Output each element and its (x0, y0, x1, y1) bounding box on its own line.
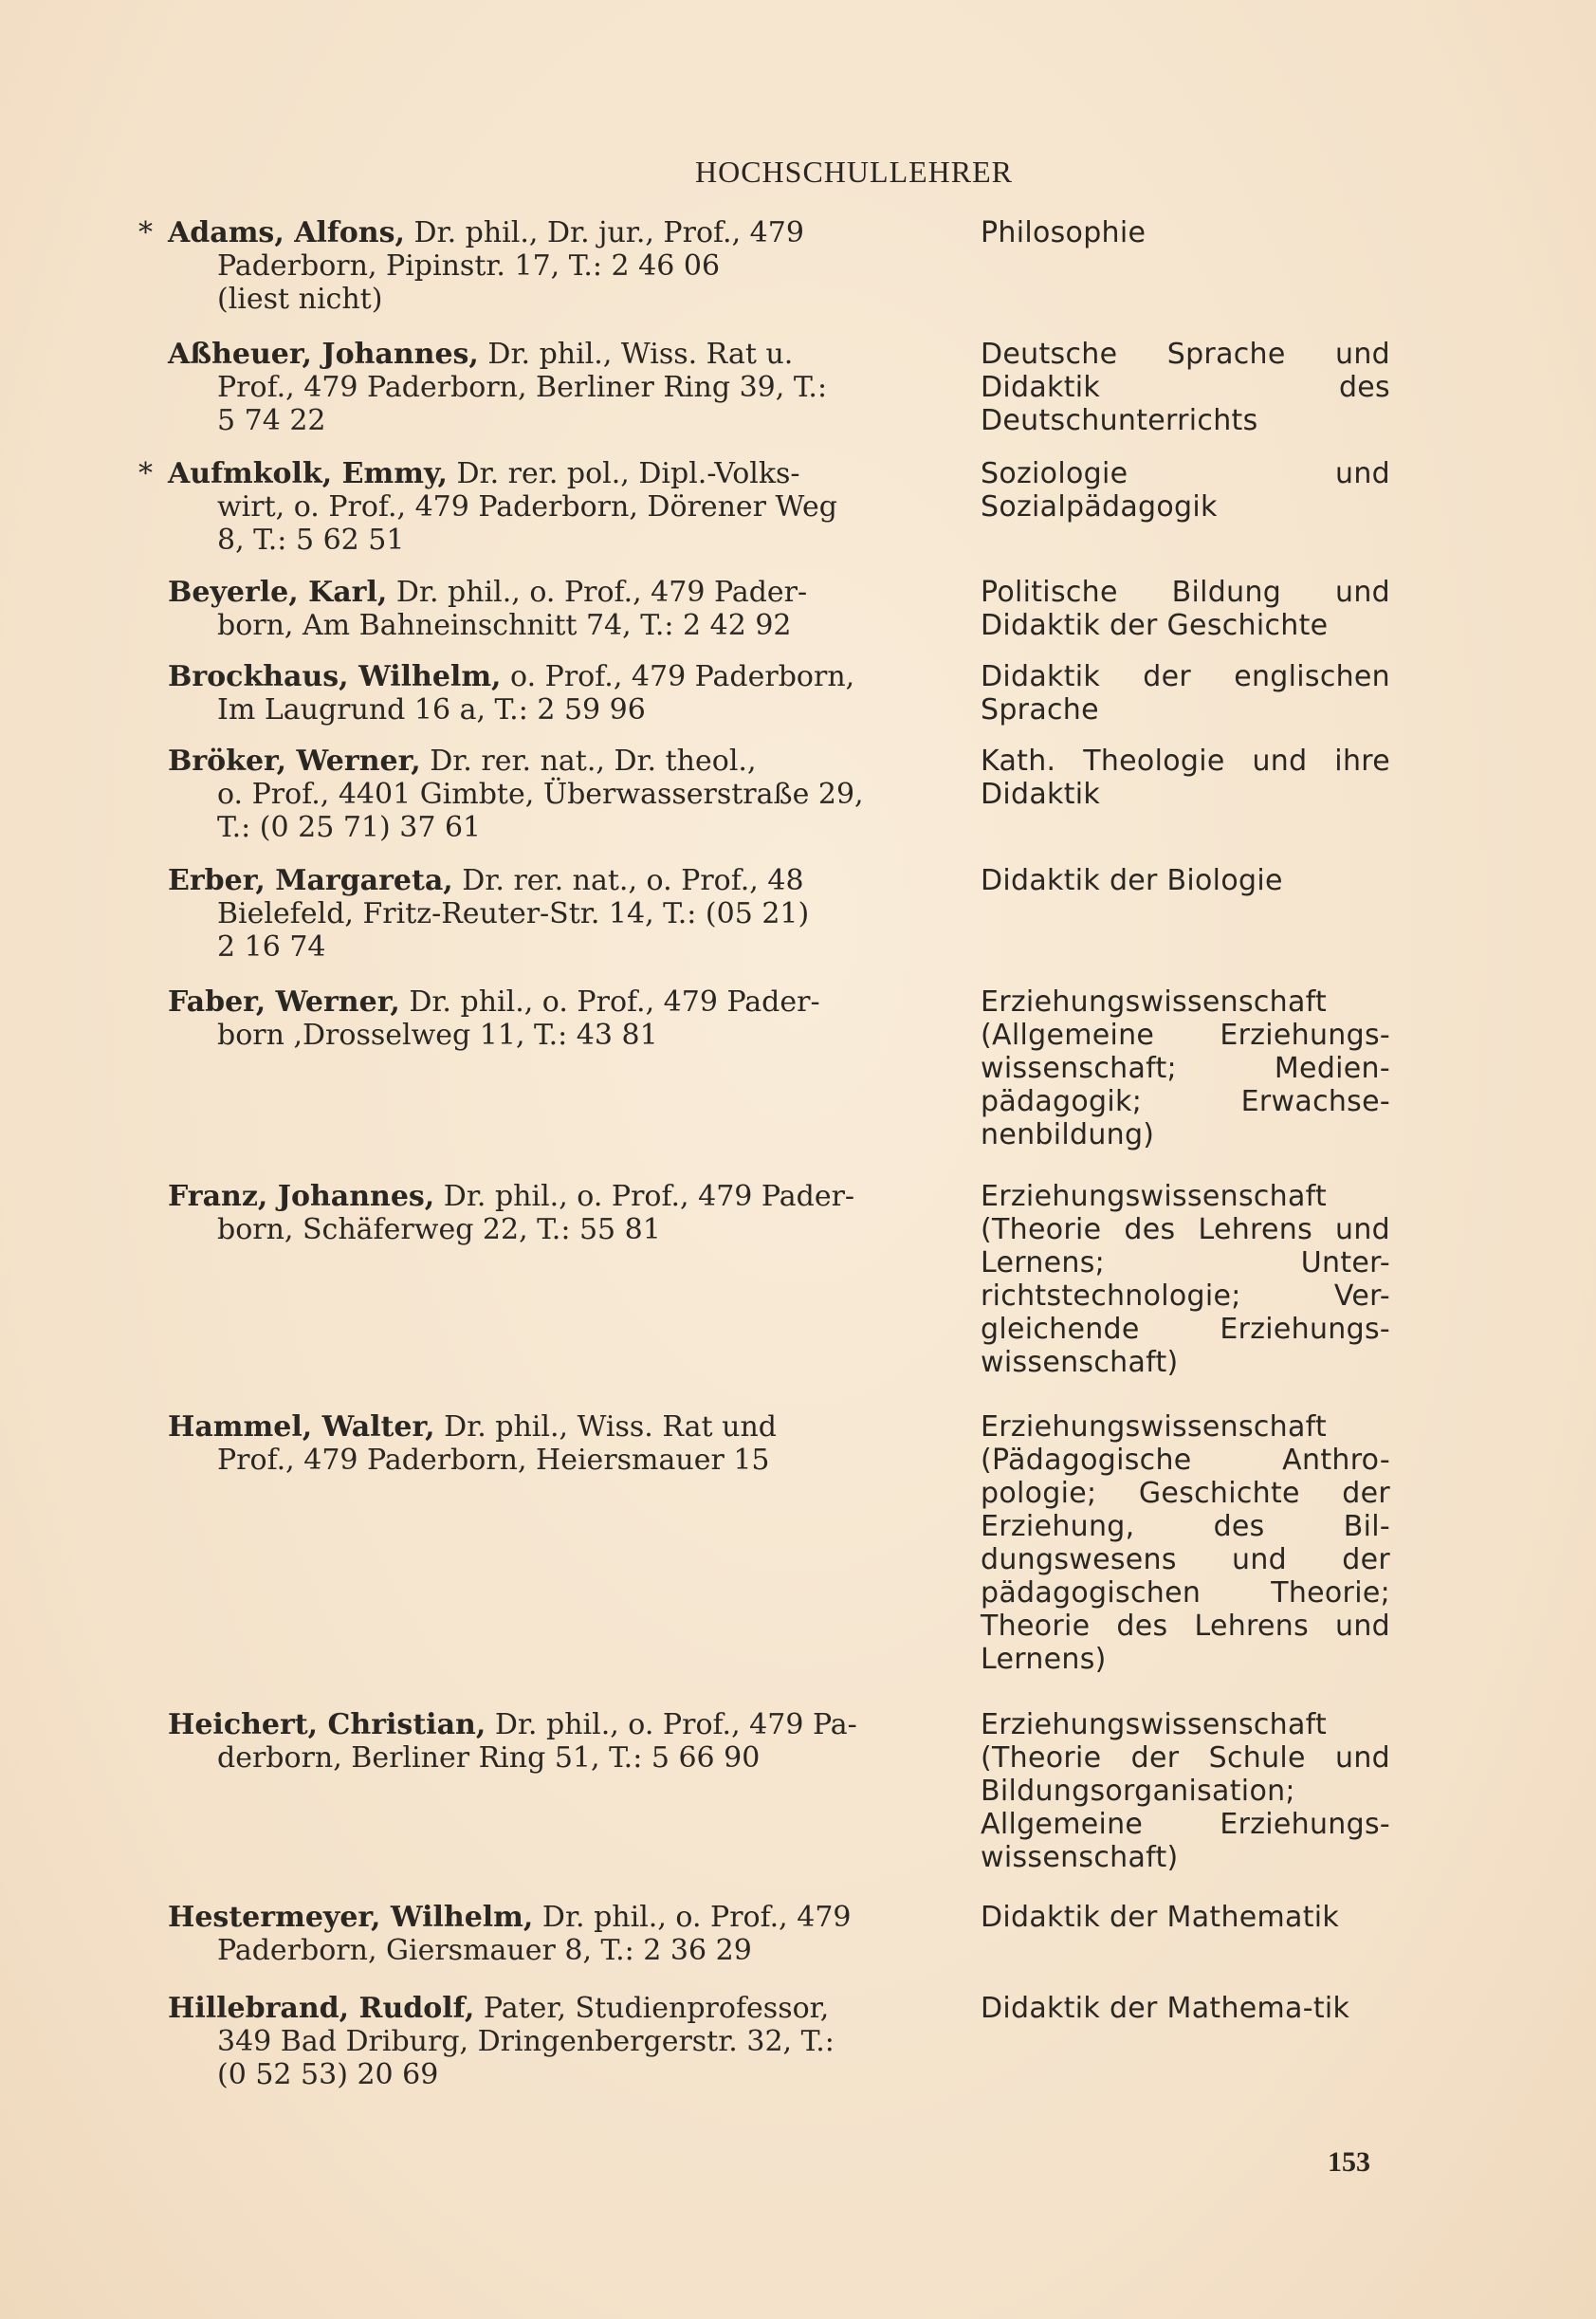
subject-area: Erziehungswissenschaft (Pädagogische Anthro-pologie; Geschichte der Erziehung, des Bil-dungswesens und der pädagogischen Theorie; Theorie des Lehrens und Lernens) (981, 1410, 1390, 1676)
entry-address-line: (0 52 53) 20 69 (217, 2058, 439, 2091)
entry-first-line (168, 985, 934, 1019)
entry-address-line: Bielefeld, Fritz-Reuter-Str. 14, T.: (05 21) (217, 897, 810, 930)
entry-address-line: derborn, Berliner Ring 51, T.: 5 66 90 (217, 1741, 761, 1775)
entry-address-line: born ,Drosselweg 11, T.: 43 81 (217, 1019, 658, 1052)
entry-address-line: Paderborn, Giersmauer 8, T.: 2 36 29 (217, 1934, 752, 1967)
entry-first-line (168, 1708, 934, 1741)
entry-first-line (168, 660, 934, 693)
entry-first-line (168, 457, 934, 490)
person-name: Faber, Werner, (168, 985, 400, 1019)
entry-title-text: Dr. phil., o. Prof., 479 Pa- (486, 1708, 857, 1741)
entry-first-line (168, 1410, 934, 1444)
subject-area: Deutsche Sprache und Didaktik des Deutschunterrichts (981, 338, 1390, 437)
entry-address-line: 5 74 22 (217, 404, 326, 437)
asterisk-marker: * (138, 457, 153, 490)
entry-first-line (168, 216, 934, 249)
entry-address-line: wirt, o. Prof., 479 Paderborn, Dörener Weg (217, 490, 837, 524)
entry-address-line: o. Prof., 4401 Gimbte, Überwasserstraße 29, (217, 778, 864, 811)
asterisk-marker: * (138, 216, 153, 249)
entry-title-text: Dr. phil., o. Prof., 479 (533, 1901, 852, 1934)
subject-area: Didaktik der englischen Sprache (981, 660, 1390, 727)
entry-first-line (168, 1992, 934, 2025)
entry-address (168, 1180, 934, 1246)
entry-address (168, 338, 934, 437)
subject-area: Didaktik der Biologie (981, 864, 1283, 897)
entry-address-line: born, Am Bahneinschnitt 74, T.: 2 42 92 (217, 609, 792, 642)
subject-area: Erziehungswissenschaft (Theorie der Schule und Bildungsorganisation; Allgemeine Erziehungs-wissenschaft) (981, 1708, 1390, 1874)
entry-address-line: Prof., 479 Paderborn, Berliner Ring 39, T.: (217, 371, 828, 404)
entry-address (168, 1901, 934, 1967)
entry-title-text: Dr. rer. nat., o. Prof., 48 (452, 864, 804, 897)
entry-first-line (168, 338, 934, 371)
entry-title-text: Dr. rer. nat., Dr. theol., (420, 745, 757, 778)
person-name: Erber, Margareta, (168, 864, 453, 897)
entry-address (168, 1992, 934, 2091)
subject-area: Philosophie (981, 216, 1147, 249)
entry-title-text: Pater, Studienprofessor, (474, 1992, 830, 2025)
entry-address (168, 1410, 934, 1477)
entry-first-line (168, 1901, 934, 1934)
entry-first-line (168, 1180, 934, 1213)
page-number: 153 (1328, 2146, 1370, 2178)
entry-address-line: Im Laugrund 16 a, T.: 2 59 96 (217, 693, 646, 727)
entry-first-line (168, 576, 934, 609)
entry-address-line: (liest nicht) (217, 283, 383, 316)
person-name: Beyerle, Karl, (168, 576, 388, 609)
subject-area: Erziehungswissenschaft (Allgemeine Erziehungs-wissenschaft; Medien-pädagogik; Erwachse-nenbildung) (981, 985, 1390, 1151)
person-name: Aßheuer, Johannes, (168, 338, 479, 371)
entry-address-line: Paderborn, Pipinstr. 17, T.: 2 46 06 (217, 249, 721, 283)
entry-address (168, 985, 934, 1052)
entry-address (168, 1708, 934, 1775)
person-name: Brockhaus, Wilhelm, (168, 660, 502, 693)
entry-title-text: o. Prof., 479 Paderborn, (501, 660, 855, 693)
person-name: Hammel, Walter, (168, 1410, 435, 1444)
entry-address-line: 8, T.: 5 62 51 (217, 524, 405, 557)
entry-address (168, 216, 934, 316)
person-name: Adams, Alfons, (168, 216, 405, 249)
entry-first-line (168, 864, 934, 897)
entry-title-text: Dr. phil., Dr. jur., Prof., 479 (404, 216, 804, 249)
person-name: Heichert, Christian, (168, 1708, 486, 1741)
subject-area: Politische Bildung und Didaktik der Geschichte (981, 576, 1390, 642)
entry-address-line: Prof., 479 Paderborn, Heiersmauer 15 (217, 1444, 770, 1477)
entry-address-line: T.: (0 25 71) 37 61 (217, 811, 482, 844)
person-name: Hillebrand, Rudolf, (168, 1992, 475, 2025)
entry-address-line: 2 16 74 (217, 930, 326, 964)
entry-title-text: Dr. rer. pol., Dipl.-Volks- (447, 457, 800, 490)
entry-address (168, 660, 934, 727)
person-name: Hestermeyer, Wilhelm, (168, 1901, 534, 1934)
person-name: Aufmkolk, Emmy, (168, 457, 448, 490)
person-name: Bröker, Werner, (168, 745, 421, 778)
entry-title-text: Dr. phil., o. Prof., 479 Pader- (434, 1180, 855, 1213)
entry-title-text: Dr. phil., o. Prof., 479 Pader- (387, 576, 808, 609)
subject-area: Soziologie und Sozialpädagogik (981, 457, 1390, 524)
page-header: HOCHSCHULLEHRER (694, 155, 1013, 189)
entry-address-line: born, Schäferweg 22, T.: 55 81 (217, 1213, 661, 1246)
entry-title-text: Dr. phil., Wiss. Rat u. (478, 338, 794, 371)
entry-address-line: 349 Bad Driburg, Dringenbergerstr. 32, T.: (217, 2025, 835, 2058)
entry-address (168, 576, 934, 642)
entry-address (168, 457, 934, 557)
entry-first-line (168, 745, 934, 778)
subject-area: Didaktik der Mathematik (981, 1901, 1340, 1934)
subject-area: Didaktik der Mathema-tik (981, 1992, 1350, 2025)
subject-area: Kath. Theologie und ihre Didaktik (981, 745, 1390, 811)
entry-address (168, 864, 934, 964)
subject-area: Erziehungswissenschaft (Theorie des Lehrens und Lernens; Unter-richtstechnologie; Ver-gleichende Erziehungs-wissenschaft) (981, 1180, 1390, 1379)
entry-title-text: Dr. phil., Wiss. Rat und (434, 1410, 777, 1444)
entry-title-text: Dr. phil., o. Prof., 479 Pader- (399, 985, 820, 1019)
person-name: Franz, Johannes, (168, 1180, 435, 1213)
entry-address (168, 745, 934, 844)
